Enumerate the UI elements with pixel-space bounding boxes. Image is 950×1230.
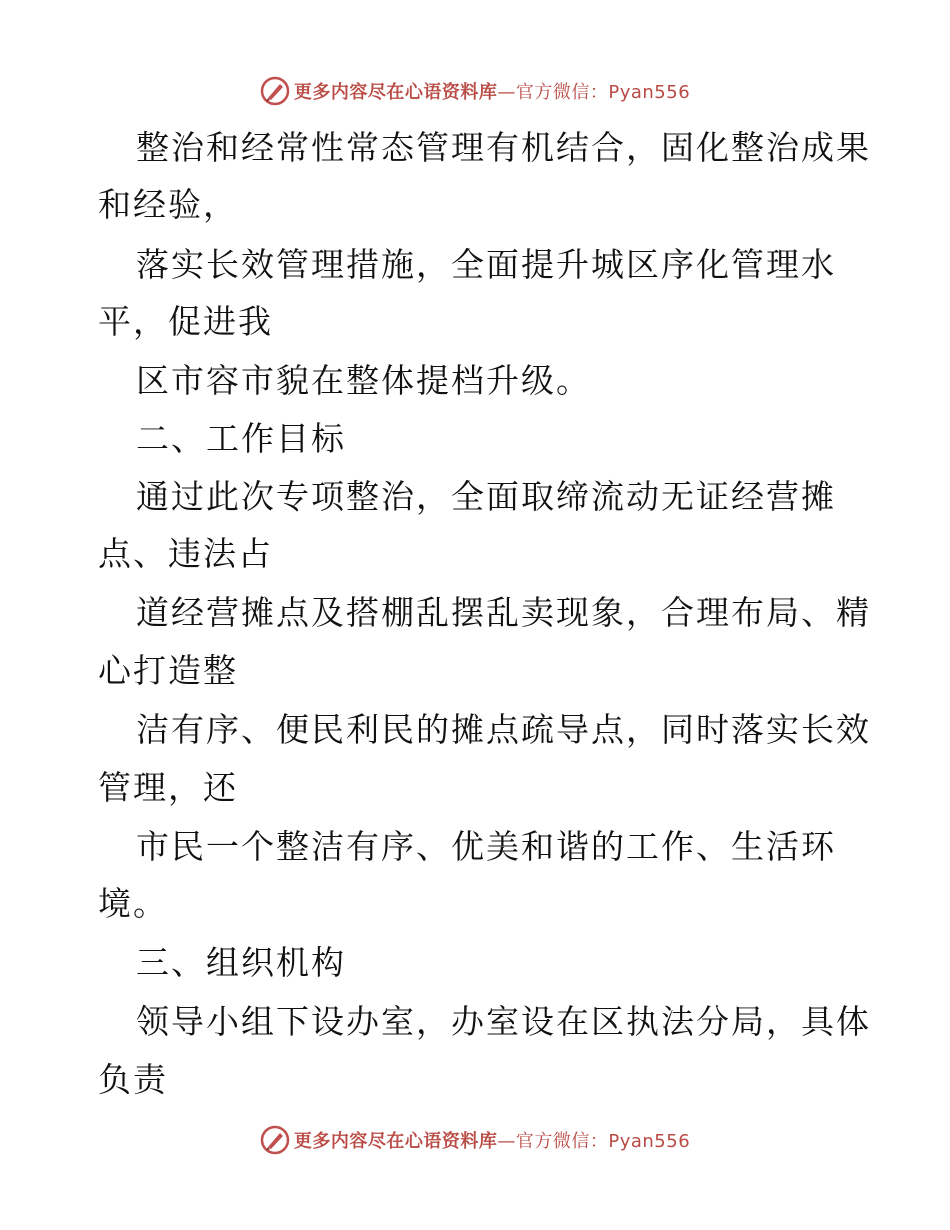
body-line: 道经营摊点及搭棚乱摆乱卖现象，合理布局、精 [136,593,871,632]
body-line: 区市容市貌在整体提档升级。 [136,361,591,400]
body-line: 和经验， [98,185,238,224]
body-line: 管理，还 [98,768,238,807]
section-heading: 二、工作目标 [136,419,346,458]
body-line: 落实长效管理措施，全面提升城区序化管理水 [136,245,836,284]
body-line: 平，促进我 [98,302,273,341]
footer-banner [0,1123,950,1157]
quill-logo-icon [260,76,290,106]
body-line: 市民一个整洁有序、优美和谐的工作、生活环 [136,827,836,866]
footer-banner-main: 更多内容尽在心语资料库 [293,1131,498,1152]
body-line: 领导小组下设办室，办室设在区执法分局，具体 [136,1002,871,1041]
body-line: 点、违法占 [98,534,273,573]
footer-banner-separator: — [497,1131,516,1152]
header-banner-main: 更多内容尽在心语资料库 [293,82,498,103]
body-line: 通过此次专项整治，全面取缔流动无证经营摊 [136,477,836,516]
body-line: 心打造整 [98,651,238,690]
header-banner-contact: 官方微信：Pyan556 [515,82,691,103]
footer-banner-contact: 官方微信：Pyan556 [515,1131,691,1152]
quill-logo-icon [260,1125,290,1155]
header-banner-separator: — [497,82,516,103]
header-banner-text [294,78,690,104]
body-line: 境。 [98,884,168,923]
body-line: 负责 [98,1060,168,1099]
section-heading: 三、组织机构 [136,943,346,982]
body-line: 洁有序、便民利民的摊点疏导点，同时落实长效 [136,710,871,749]
footer-banner-text [294,1127,690,1153]
body-line: 整治和经常性常态管理有机结合，固化整治成果 [136,128,871,167]
header-banner [0,74,950,108]
